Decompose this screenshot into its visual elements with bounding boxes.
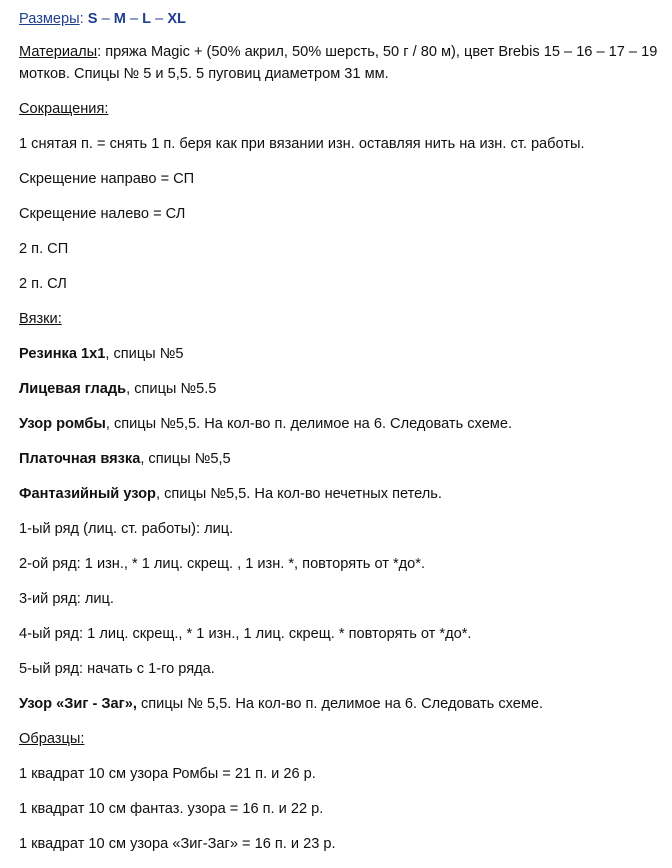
- size-m: M: [113, 11, 126, 27]
- size-s: S: [87, 11, 98, 27]
- gauge-heading: Образцы:: [19, 731, 85, 747]
- stitch-fancy-text: , спицы №5,5. На кол-во нечетных петель.: [155, 486, 442, 502]
- materials-text: : пряжа Magic + (50% акрил, 50% шерсть, 50 г / 80 м), цвет Brebis 15 – 16 – 17 – 19 мотков. Спицы № 5 и 5,5. 5 пуговиц диаметром 31 мм.: [19, 44, 658, 82]
- stitch-rib-name: Резинка 1х1: [19, 346, 106, 362]
- stitch-fancy-name: Фантазийный узор: [19, 486, 156, 502]
- materials-label: Материалы: [19, 44, 98, 60]
- abbreviation-item: 1 снятая п. = снять 1 п. беря как при вязании изн. оставляя нить на изн. ст. работы.: [19, 136, 585, 152]
- fancy-row: 3-ий ряд: лиц.: [19, 591, 114, 607]
- abbreviation-item: 2 п. СЛ: [19, 276, 67, 292]
- stitch-garter: [19, 448, 660, 470]
- materials-paragraph: [19, 41, 659, 85]
- fancy-row: 1-ый ряд (лиц. ст. работы): лиц.: [19, 521, 234, 537]
- gauge-item: 1 квадрат 10 см узора «Зиг-Заг» = 16 п. и 23 р.: [19, 836, 336, 852]
- stitch-zigzag-text: спицы № 5,5. На кол-во п. делимое на 6. Следовать схеме.: [136, 696, 544, 712]
- stitch-fancy: [19, 483, 660, 505]
- abbreviation-item: Скрещение налево = СЛ: [19, 206, 186, 222]
- stitch-zigzag: [19, 693, 660, 715]
- size-xl: XL: [167, 11, 186, 27]
- stitch-rib: [19, 343, 660, 365]
- stitch-stockinette: [19, 378, 660, 400]
- size-dash-3: –: [151, 11, 168, 27]
- stitch-zigzag-name: Узор «Зиг - Заг»,: [19, 696, 137, 712]
- abbreviations-heading: Сокращения:: [19, 101, 109, 117]
- fancy-row: 5-ый ряд: начать с 1-го ряда.: [19, 661, 215, 677]
- size-l: L: [142, 11, 152, 27]
- stitch-stockinette-text: , спицы №5.5: [126, 381, 217, 397]
- fancy-row: 2-ой ряд: 1 изн., * 1 лиц. скрещ. , 1 изн. *, повторять от *до*.: [19, 556, 426, 572]
- abbreviation-item: Скрещение направо = СП: [19, 171, 195, 187]
- stitch-diamonds-name: Узор ромбы: [19, 416, 106, 432]
- size-dash-1: –: [97, 11, 114, 27]
- fancy-row: 4-ый ряд: 1 лиц. скрещ., * 1 изн., 1 лиц. скрещ. * повторять от *до*.: [19, 626, 472, 642]
- stitch-garter-name: Платочная вязка: [19, 451, 141, 467]
- gauge-item: 1 квадрат 10 см узора Ромбы = 21 п. и 26 р.: [19, 766, 316, 782]
- sizes-label: Размеры: [19, 11, 80, 27]
- abbreviation-item: 2 п. СП: [19, 241, 69, 257]
- size-dash-2: –: [125, 11, 143, 27]
- gauge-item: 1 квадрат 10 см фантаз. узора = 16 п. и 22 р.: [19, 801, 324, 817]
- stitch-stockinette-name: Лицевая гладь: [19, 381, 127, 397]
- stitch-diamonds: [19, 413, 660, 435]
- sizes-colon: :: [79, 11, 84, 27]
- stitch-diamonds-text: , спицы №5,5. На кол-во п. делимое на 6. Следовать схеме.: [105, 416, 513, 432]
- stitches-heading: Вязки:: [19, 311, 62, 327]
- stitch-rib-text: , спицы №5: [105, 346, 184, 362]
- stitch-garter-text: , спицы №5,5: [140, 451, 231, 467]
- sizes-line: [19, 8, 660, 30]
